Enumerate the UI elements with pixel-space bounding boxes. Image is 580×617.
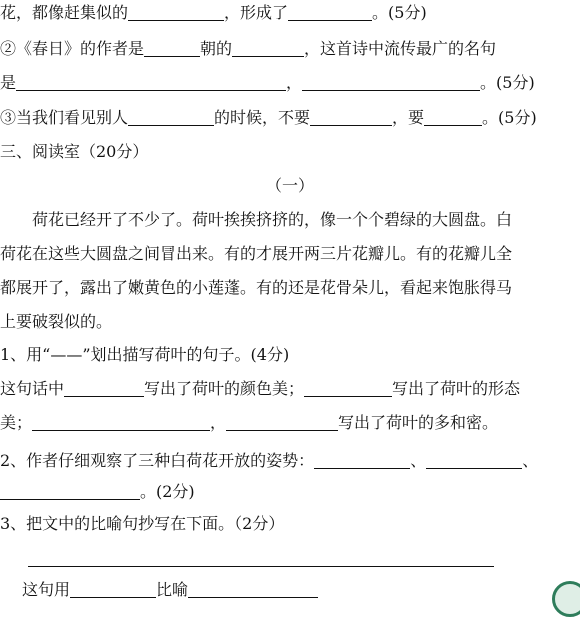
question-2-line-b: 。(2分) [0, 482, 195, 502]
question-2: 2、作者仔细观察了三种白荷花开放的姿势： 、 、 [0, 451, 539, 470]
answer-blank[interactable] [128, 108, 214, 126]
passage-line: 荷花已经开了不少了。荷叶挨挨挤挤的，像一个个碧绿的大圆盘。白 [32, 210, 513, 229]
passage-line: 都展开了，露出了嫩黄色的小莲蓬。有的还是花骨朵儿，看起来饱胀得马 [0, 278, 513, 297]
question-3: 3、把文中的比喻句抄写在下面。（2分） [0, 514, 285, 533]
answer-blank[interactable] [128, 3, 224, 21]
answer-blank[interactable] [314, 451, 410, 469]
passage-line: 荷花在这些大圆盘之间冒出来。有的才展开两三片花瓣儿。有的花瓣儿全 [0, 244, 513, 263]
answer-blank[interactable] [424, 108, 482, 126]
line-2: ②《春日》的作者是 朝的 ，这首诗中流传最广的名句 [0, 39, 497, 58]
answer-blank[interactable] [144, 39, 200, 57]
line-3: 是 ， 。(5分) [0, 73, 535, 92]
question-3-line-b: 这句用 比喻 [22, 580, 318, 600]
answer-blank[interactable] [16, 73, 286, 91]
answer-blank[interactable] [188, 580, 318, 598]
passage-subtitle: （一） [265, 176, 314, 195]
answer-blank[interactable] [32, 413, 210, 431]
question-1-line-a: 这句话中 写出了荷叶的颜色美； 写出了荷叶的形态 [0, 379, 521, 398]
question-1: 1、用“——”划出描写荷叶的句子。(4分) [0, 345, 290, 364]
answer-blank[interactable] [302, 73, 480, 91]
answer-blank[interactable] [426, 451, 522, 469]
passage-line: 上要破裂似的。 [0, 312, 113, 331]
answer-blank[interactable] [64, 379, 144, 397]
answer-blank[interactable] [232, 39, 304, 57]
line-4: ③当我们看见别人 的时候，不要 ，要 。(5分) [0, 108, 537, 127]
answer-blank[interactable] [226, 413, 338, 431]
question-1-line-b: 美； ， 写出了荷叶的多和密。 [0, 413, 499, 432]
answer-blank[interactable] [288, 3, 372, 21]
line-1: 花，都像赶集似的 ，形成了 。(5分) [0, 3, 427, 22]
corner-badge-icon [552, 581, 580, 617]
answer-line[interactable] [28, 566, 494, 567]
answer-blank[interactable] [70, 580, 156, 598]
answer-blank[interactable] [0, 482, 140, 500]
answer-blank[interactable] [304, 379, 392, 397]
answer-blank[interactable] [310, 108, 392, 126]
section-title: 三、阅读室（20分） [0, 142, 149, 161]
